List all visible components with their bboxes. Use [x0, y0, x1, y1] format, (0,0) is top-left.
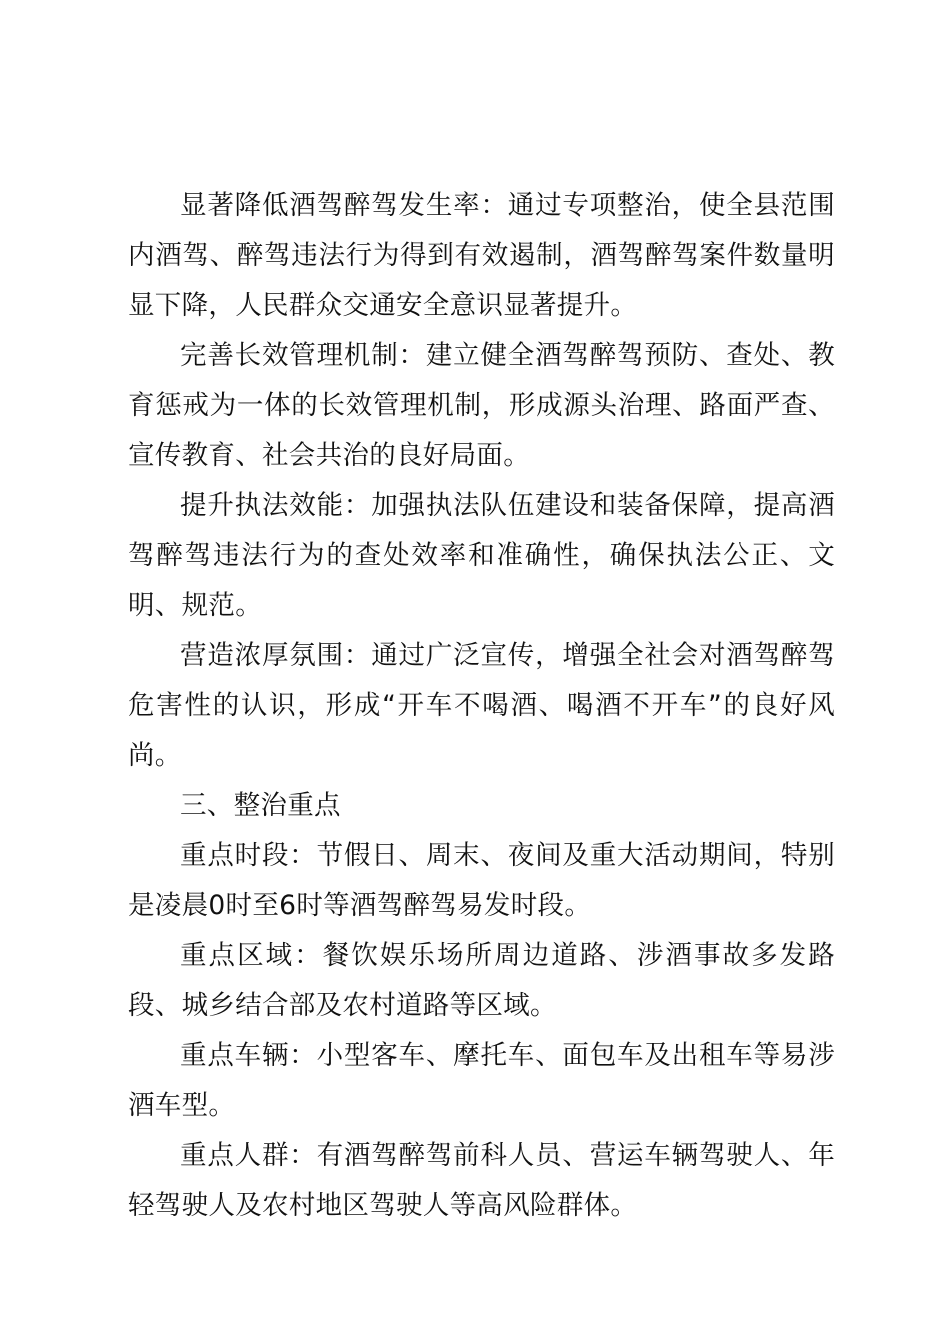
paragraph-goal-efficiency: 提升执法效能：加强执法队伍建设和装备保障，提高酒驾醉驾违法行为的查处效率和准确性，确保执法公正、文明、规范。 [128, 490, 835, 621]
paragraph-goal-reduce-rate: 显著降低酒驾醉驾发生率：通过专项整治，使全县范围内酒驾、醉驾违法行为得到有效遏制，酒驾醉驾案件数量明显下降，人民群众交通安全意识显著提升。 [128, 190, 835, 321]
paragraph-focus-vehicles: 重点车辆：小型客车、摩托车、面包车及出租车等易涉酒车型。 [128, 1040, 835, 1121]
paragraph-focus-areas: 重点区域：餐饮娱乐场所周边道路、涉酒事故多发路段、城乡结合部及农村道路等区域。 [128, 940, 835, 1021]
document-body [128, 181, 835, 1231]
section-heading-focus: 三、整治重点 [180, 790, 341, 821]
paragraph-goal-atmosphere: 营造浓厚氛围：通过广泛宣传，增强全社会对酒驾醉驾危害性的认识，形成“开车不喝酒、喝酒不开车”的良好风尚。 [128, 640, 835, 771]
paragraph-goal-mechanism: 完善长效管理机制：建立健全酒驾醉驾预防、查处、教育惩戒为一体的长效管理机制，形成源头治理、路面严查、宣传教育、社会共治的良好局面。 [128, 340, 835, 471]
paragraph-focus-periods: 重点时段：节假日、周末、夜间及重大活动期间，特别是凌晨0时至6时等酒驾醉驾易发时段。 [128, 840, 835, 921]
paragraph-focus-groups: 重点人群：有酒驾醉驾前科人员、营运车辆驾驶人、年轻驾驶人及农村地区驾驶人等高风险群体。 [128, 1140, 835, 1221]
